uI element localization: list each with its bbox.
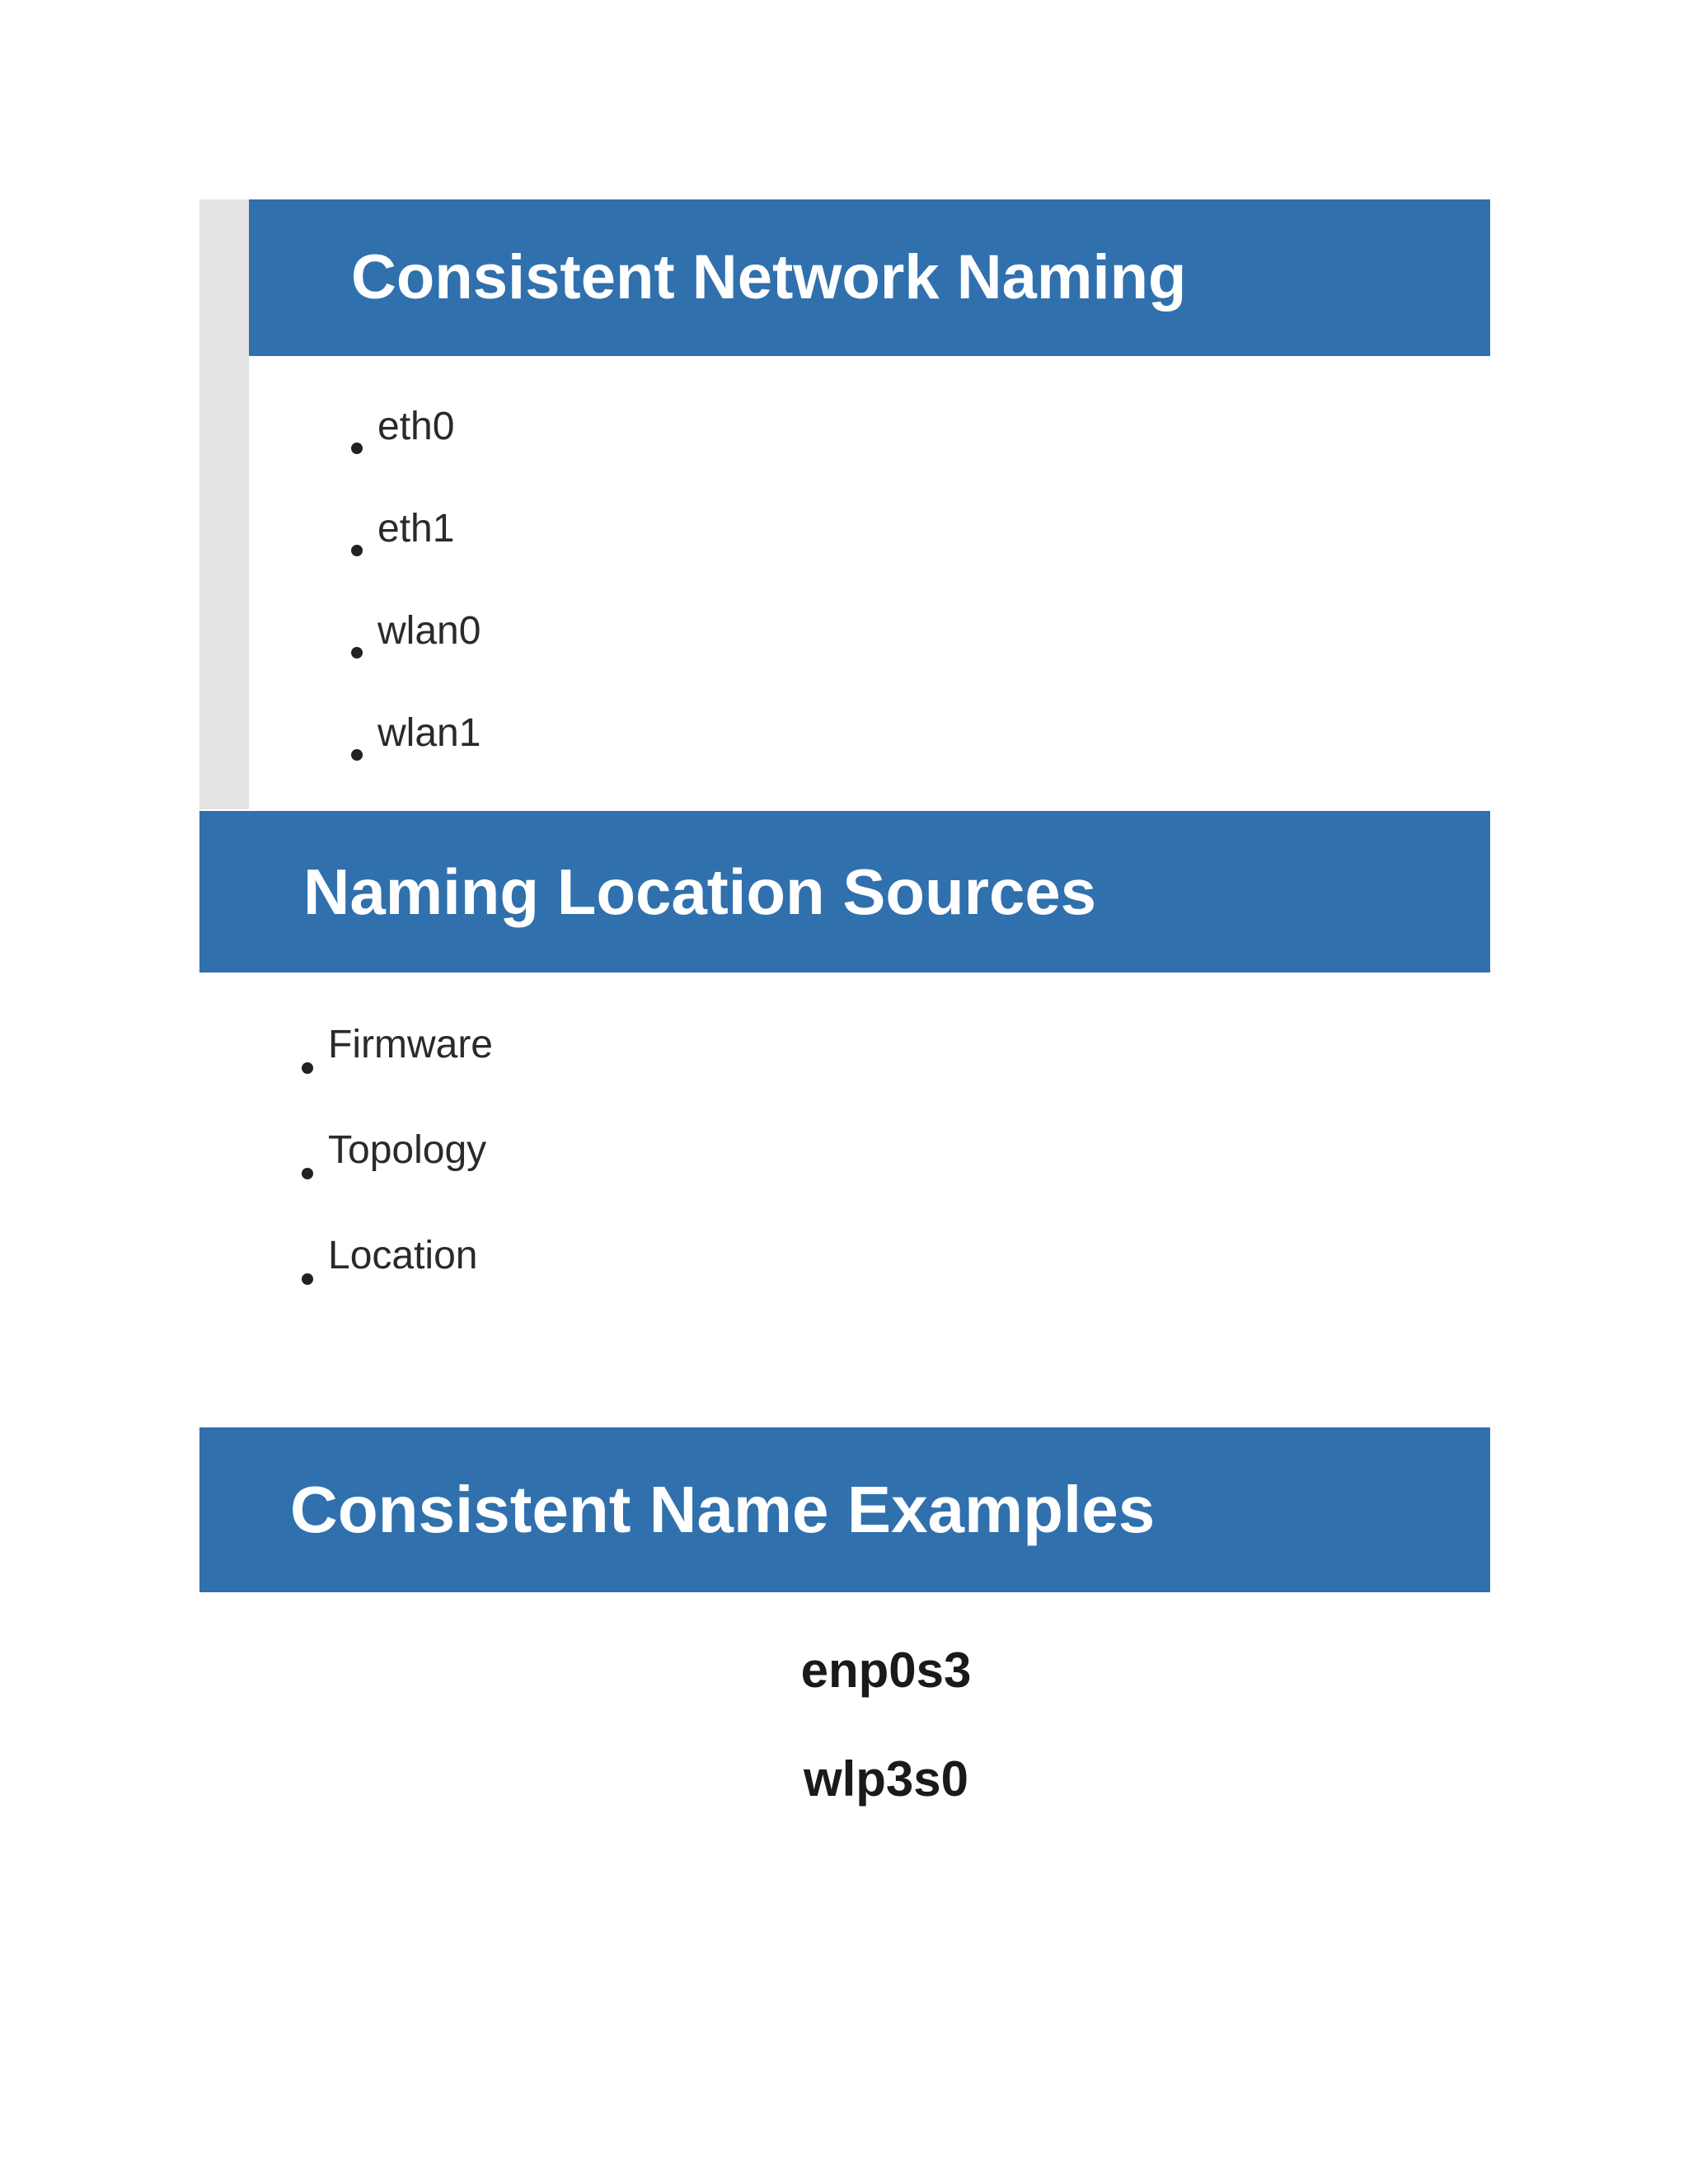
bullet-icon bbox=[302, 1168, 313, 1179]
list-item-label: eth0 bbox=[377, 405, 455, 448]
bullet-icon bbox=[351, 647, 363, 658]
bullet-icon bbox=[351, 443, 363, 454]
example-interface-name: wlp3s0 bbox=[803, 1751, 969, 1807]
section-title-consistent-name-examples: Consistent Name Examples bbox=[199, 1427, 1490, 1592]
bullet-icon bbox=[351, 545, 363, 556]
bullet-icon bbox=[302, 1062, 313, 1074]
list-item-label: Topology bbox=[328, 1128, 487, 1172]
example-interface-name: enp0s3 bbox=[800, 1643, 972, 1698]
list-item-label: wlan1 bbox=[377, 711, 481, 755]
section-1-gutter bbox=[199, 199, 249, 809]
list-item-label: eth1 bbox=[377, 507, 455, 551]
list-item-label: wlan0 bbox=[377, 609, 481, 653]
list-item-label: Firmware bbox=[328, 1023, 493, 1066]
bullet-icon bbox=[351, 749, 363, 761]
bullet-icon bbox=[302, 1273, 313, 1285]
section-title-naming-location-sources: Naming Location Sources bbox=[199, 811, 1490, 972]
list-item-label: Location bbox=[328, 1234, 478, 1277]
section-title-consistent-network-naming: Consistent Network Naming bbox=[249, 199, 1490, 356]
